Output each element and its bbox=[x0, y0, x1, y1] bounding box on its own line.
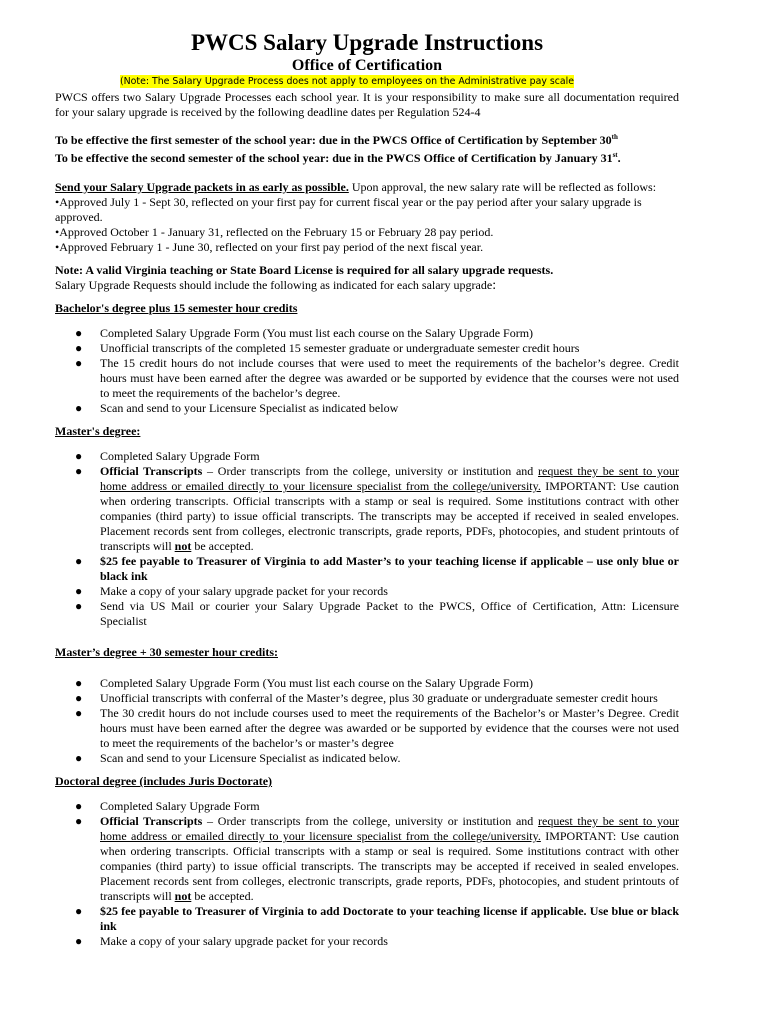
page-title: PWCS Salary Upgrade Instructions bbox=[190, 30, 544, 55]
list-item: ● Make a copy of your salary upgrade packet for your records bbox=[75, 934, 388, 948]
approval-schedule-item: •Approved October 1 - January 31, reflected on the February 15 or February 28 pay period. bbox=[55, 225, 494, 239]
bullet-icon: ● bbox=[75, 401, 83, 415]
bullet-icon: ● bbox=[75, 341, 83, 355]
approval-schedule-item: •Approved July 1 - Sept 30, reflected on your first pay for current fiscal year or the pay period after your salary upgrade is approved. bbox=[55, 195, 642, 224]
license-requirement-note: Note: A valid Virginia teaching or State Board License is required for all salary upgrade requests. bbox=[55, 263, 554, 277]
list-item: ● Completed Salary Upgrade Form (You must list each course on the Salary Upgrade Form) bbox=[75, 326, 534, 340]
bullet-icon: ● bbox=[75, 751, 83, 765]
list-item: ● The 15 credit hours do not include courses that were used to meet the requirements of the bachelor’s degree. Credit hours must have been earned after the degree was awarded or be supported by evidence that the courses were not used to meet the requirements of the bachelor’s degree. bbox=[75, 356, 679, 400]
list-item: ● Scan and send to your Licensure Specialist as indicated below. bbox=[75, 751, 401, 765]
bullet-icon: ● bbox=[75, 904, 83, 918]
masters30-heading: Master’s degree + 30 semester hour credits: bbox=[55, 645, 278, 659]
list-item: ● Send via US Mail or courier your Salary Upgrade Packet to the PWCS, Office of Certification, Attn: Licensure Specialist bbox=[75, 599, 679, 628]
masters-list bbox=[55, 449, 679, 629]
bullet-icon: ● bbox=[75, 599, 83, 613]
list-item: ● $25 fee payable to Treasurer of Virginia to add Doctorate to your teaching license if applicable. Use blue or black ink bbox=[75, 904, 679, 933]
list-item: ● Unofficial transcripts of the completed 15 semester graduate or undergraduate semester credit hours bbox=[75, 341, 580, 355]
approval-schedule-item: •Approved February 1 - June 30, reflected on your first pay period of the next fiscal year. bbox=[55, 240, 484, 254]
bullet-icon: ● bbox=[75, 584, 83, 598]
document-body bbox=[55, 90, 679, 949]
deadline-second-semester: To be effective the second semester of the school year: due in the PWCS Office of Certification by January 31st. bbox=[55, 151, 621, 165]
intro-paragraph: PWCS offers two Salary Upgrade Processes each school year. It is your responsibility to make sure all documentation required for your salary upgrade is received by the following deadline dates per Regulation 524-4 bbox=[55, 90, 679, 119]
bullet-icon: ● bbox=[75, 691, 83, 705]
masters-heading: Master's degree: bbox=[55, 424, 141, 438]
list-item: ● Scan and send to your Licensure Specialist as indicated below bbox=[75, 401, 399, 415]
bullet-icon: ● bbox=[75, 799, 83, 813]
bullet-icon: ● bbox=[75, 706, 83, 720]
list-item: ● $25 fee payable to Treasurer of Virginia to add Master’s to your teaching license if applicable – use only blue or black ink bbox=[75, 554, 679, 583]
list-item: ● Official Transcripts – Order transcripts from the college, university or institution and request they be sent to your home address or emailed directly to your licensure specialist from the college/university. IMPORTANT: Use caution when ordering transcripts. Official transcripts with a stamp or seal is required. Some institutions contract with other companies (third party) to issue official transcripts. The transcripts may be accepted if received in sealed envelopes. Placement records sent from colleges, electronic transcripts, grade reports, PDFs, photocopies, and student printouts of transcripts will not be accepted. bbox=[75, 814, 680, 903]
list-item: ● The 30 credit hours do not include courses used to meet the requirements of the Bachelor’s or Master’s Degree. Credit hours must have been earned after the degree was awarded or be supported by evidence that the courses were not used to meet the requirements of the bachelor’s or master’s degree bbox=[75, 706, 679, 750]
list-item: ● Completed Salary Upgrade Form bbox=[75, 799, 260, 813]
list-item: ● Official Transcripts – Order transcripts from the college, university or institution and request they be sent to your home address or emailed directly to your licensure specialist from the college/university. IMPORTANT: Use caution when ordering transcripts. Official transcripts with a stamp or seal is required. Some institutions contract with other companies (third party) to issue official transcripts. The transcripts may be accepted if received in sealed envelopes. Placement records sent from colleges, electronic transcripts, grade reports, PDFs, photocopies, and student printouts of transcripts will not be accepted. bbox=[75, 464, 680, 553]
bachelors-list bbox=[55, 326, 679, 416]
bullet-icon: ● bbox=[75, 356, 83, 370]
bullet-icon: ● bbox=[75, 676, 83, 690]
bullet-icon: ● bbox=[75, 554, 83, 568]
bullet-icon: ● bbox=[75, 464, 83, 478]
bullet-icon: ● bbox=[75, 814, 83, 828]
list-item: ● Completed Salary Upgrade Form bbox=[75, 449, 260, 463]
list-item: ● Unofficial transcripts with conferral of the Master’s degree, plus 30 graduate or undergraduate semester credit hours bbox=[75, 691, 658, 705]
bullet-icon: ● bbox=[75, 934, 83, 948]
bullet-icon: ● bbox=[75, 326, 83, 340]
deadline-first-semester: To be effective the first semester of the school year: due in the PWCS Office of Certification by September 30th bbox=[55, 133, 618, 147]
list-item: ● Make a copy of your salary upgrade packet for your records bbox=[75, 584, 388, 598]
bachelors-heading: Bachelor's degree plus 15 semester hour credits bbox=[55, 301, 298, 315]
doctoral-list bbox=[55, 799, 679, 949]
requests-intro: Salary Upgrade Requests should include the following as indicated for each salary upgrade: bbox=[55, 278, 497, 293]
doctoral-heading: Doctoral degree (includes Juris Doctorate) bbox=[55, 774, 273, 788]
masters30-list bbox=[55, 676, 679, 766]
send-early-paragraph: Send your Salary Upgrade packets in as early as possible. Upon approval, the new salary rate will be reflected as follows: bbox=[55, 180, 657, 194]
page-subtitle: Office of Certification bbox=[291, 57, 443, 74]
list-item: ● Completed Salary Upgrade Form (You must list each course on the Salary Upgrade Form) bbox=[75, 676, 534, 690]
admin-pay-scale-note: (Note: The Salary Upgrade Process does not apply to employees on the Administrative pay scale bbox=[120, 76, 575, 87]
bullet-icon: ● bbox=[75, 449, 83, 463]
